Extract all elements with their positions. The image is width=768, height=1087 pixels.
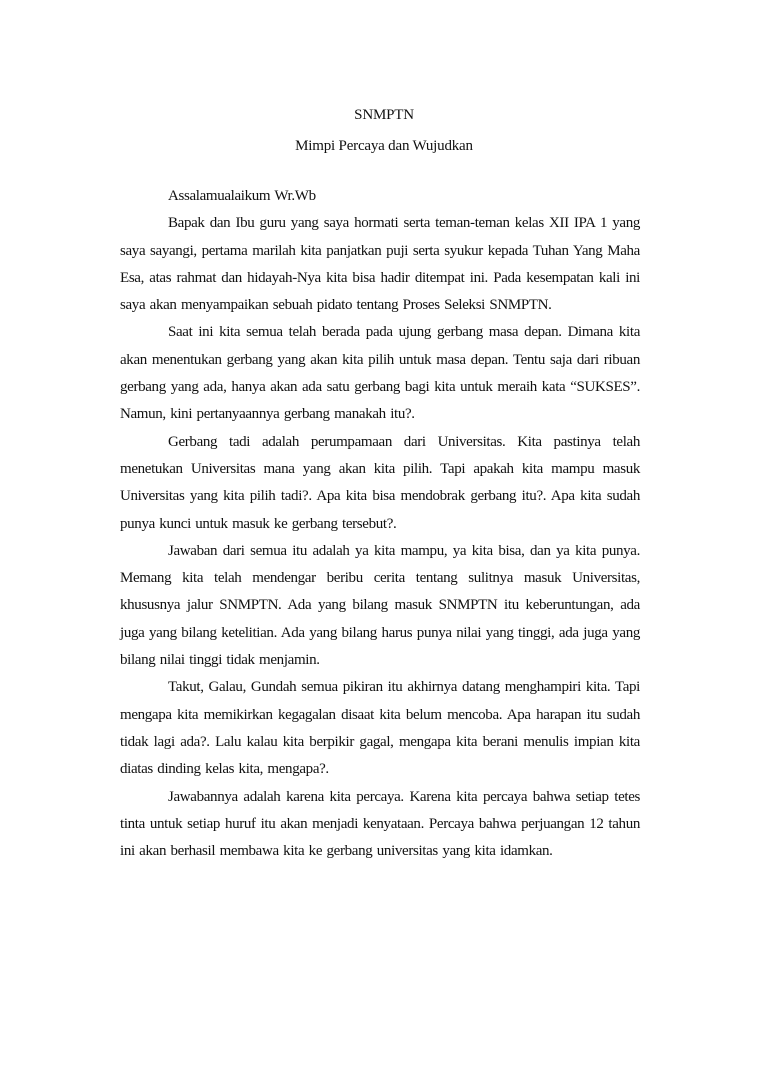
document-title: SNMPTN [354, 107, 414, 123]
paragraph-opening: Bapak dan Ibu guru yang saya hormati serta teman-teman kelas XII IPA 1 yang saya sayangi, pertama marilah kita panjatkan puji serta syukur kepada Tuhan Yang Maha Esa, atas rahmat dan hidayah-Nya kita bisa hadir ditempat ini. Pada kesempatan kali ini saya akan menyampaikan sebuah pidato tentang Proses Seleksi SNMPTN. [120, 215, 640, 314]
paragraph-percaya: Jawabannya adalah karena kita percaya. Karena kita percaya bahwa setiap tetes tinta untuk setiap huruf itu akan menjadi kenyataan. Percaya bahwa perjuangan 12 tahun ini akan berhasil membawa kita ke gerbang universitas yang kita idamkan. [120, 788, 640, 860]
document-body [120, 183, 640, 865]
paragraph-gerbang-masa-depan: Saat ini kita semua telah berada pada ujung gerbang masa depan. Dimana kita akan menentukan gerbang yang akan kita pilih untuk masa depan. Tentu saja dari ribuan gerbang yang ada, hanya akan ada satu gerbang bagi kita untuk meraih kata “SUKSES”. Namun, kini pertanyaannya gerbang manakah itu?. [120, 324, 640, 423]
greeting-line: Assalamualaikum Wr.Wb [168, 188, 316, 204]
paragraph-takut-galau: Takut, Galau, Gundah semua pikiran itu akhirnya datang menghampiri kita. Tapi mengapa kita memikirkan kegagalan disaat kita belum mencoba. Apa harapan itu sudah tidak lagi ada?. Lalu kalau kita berpikir gagal, mengapa kita berani menulis impian kita diatas dinding kelas kita, mengapa?. [120, 679, 640, 778]
document-subtitle: Mimpi Percaya dan Wujudkan [295, 138, 473, 154]
paragraph-universitas: Gerbang tadi adalah perumpamaan dari Universitas. Kita pastinya telah menetukan Universitas mana yang akan kita pilih. Tapi apakah kita mampu masuk Universitas yang kita pilih tadi?. Apa kita bisa mendobrak gerbang itu?. Apa kita sudah punya kunci untuk masuk ke gerbang tersebut?. [120, 433, 640, 532]
paragraph-jawaban: Jawaban dari semua itu adalah ya kita mampu, ya kita bisa, dan ya kita punya. Memang kita telah mendengar beribu cerita tentang sulitnya masuk Universitas, khususnya jalur SNMPTN. Ada yang bilang masuk SNMPTN itu keberuntungan, ada juga yang bilang ketelitian. Ada yang bilang harus punya nilai yang tinggi, ada juga yang bilang nilai tinggi tidak menjamin. [120, 542, 640, 669]
